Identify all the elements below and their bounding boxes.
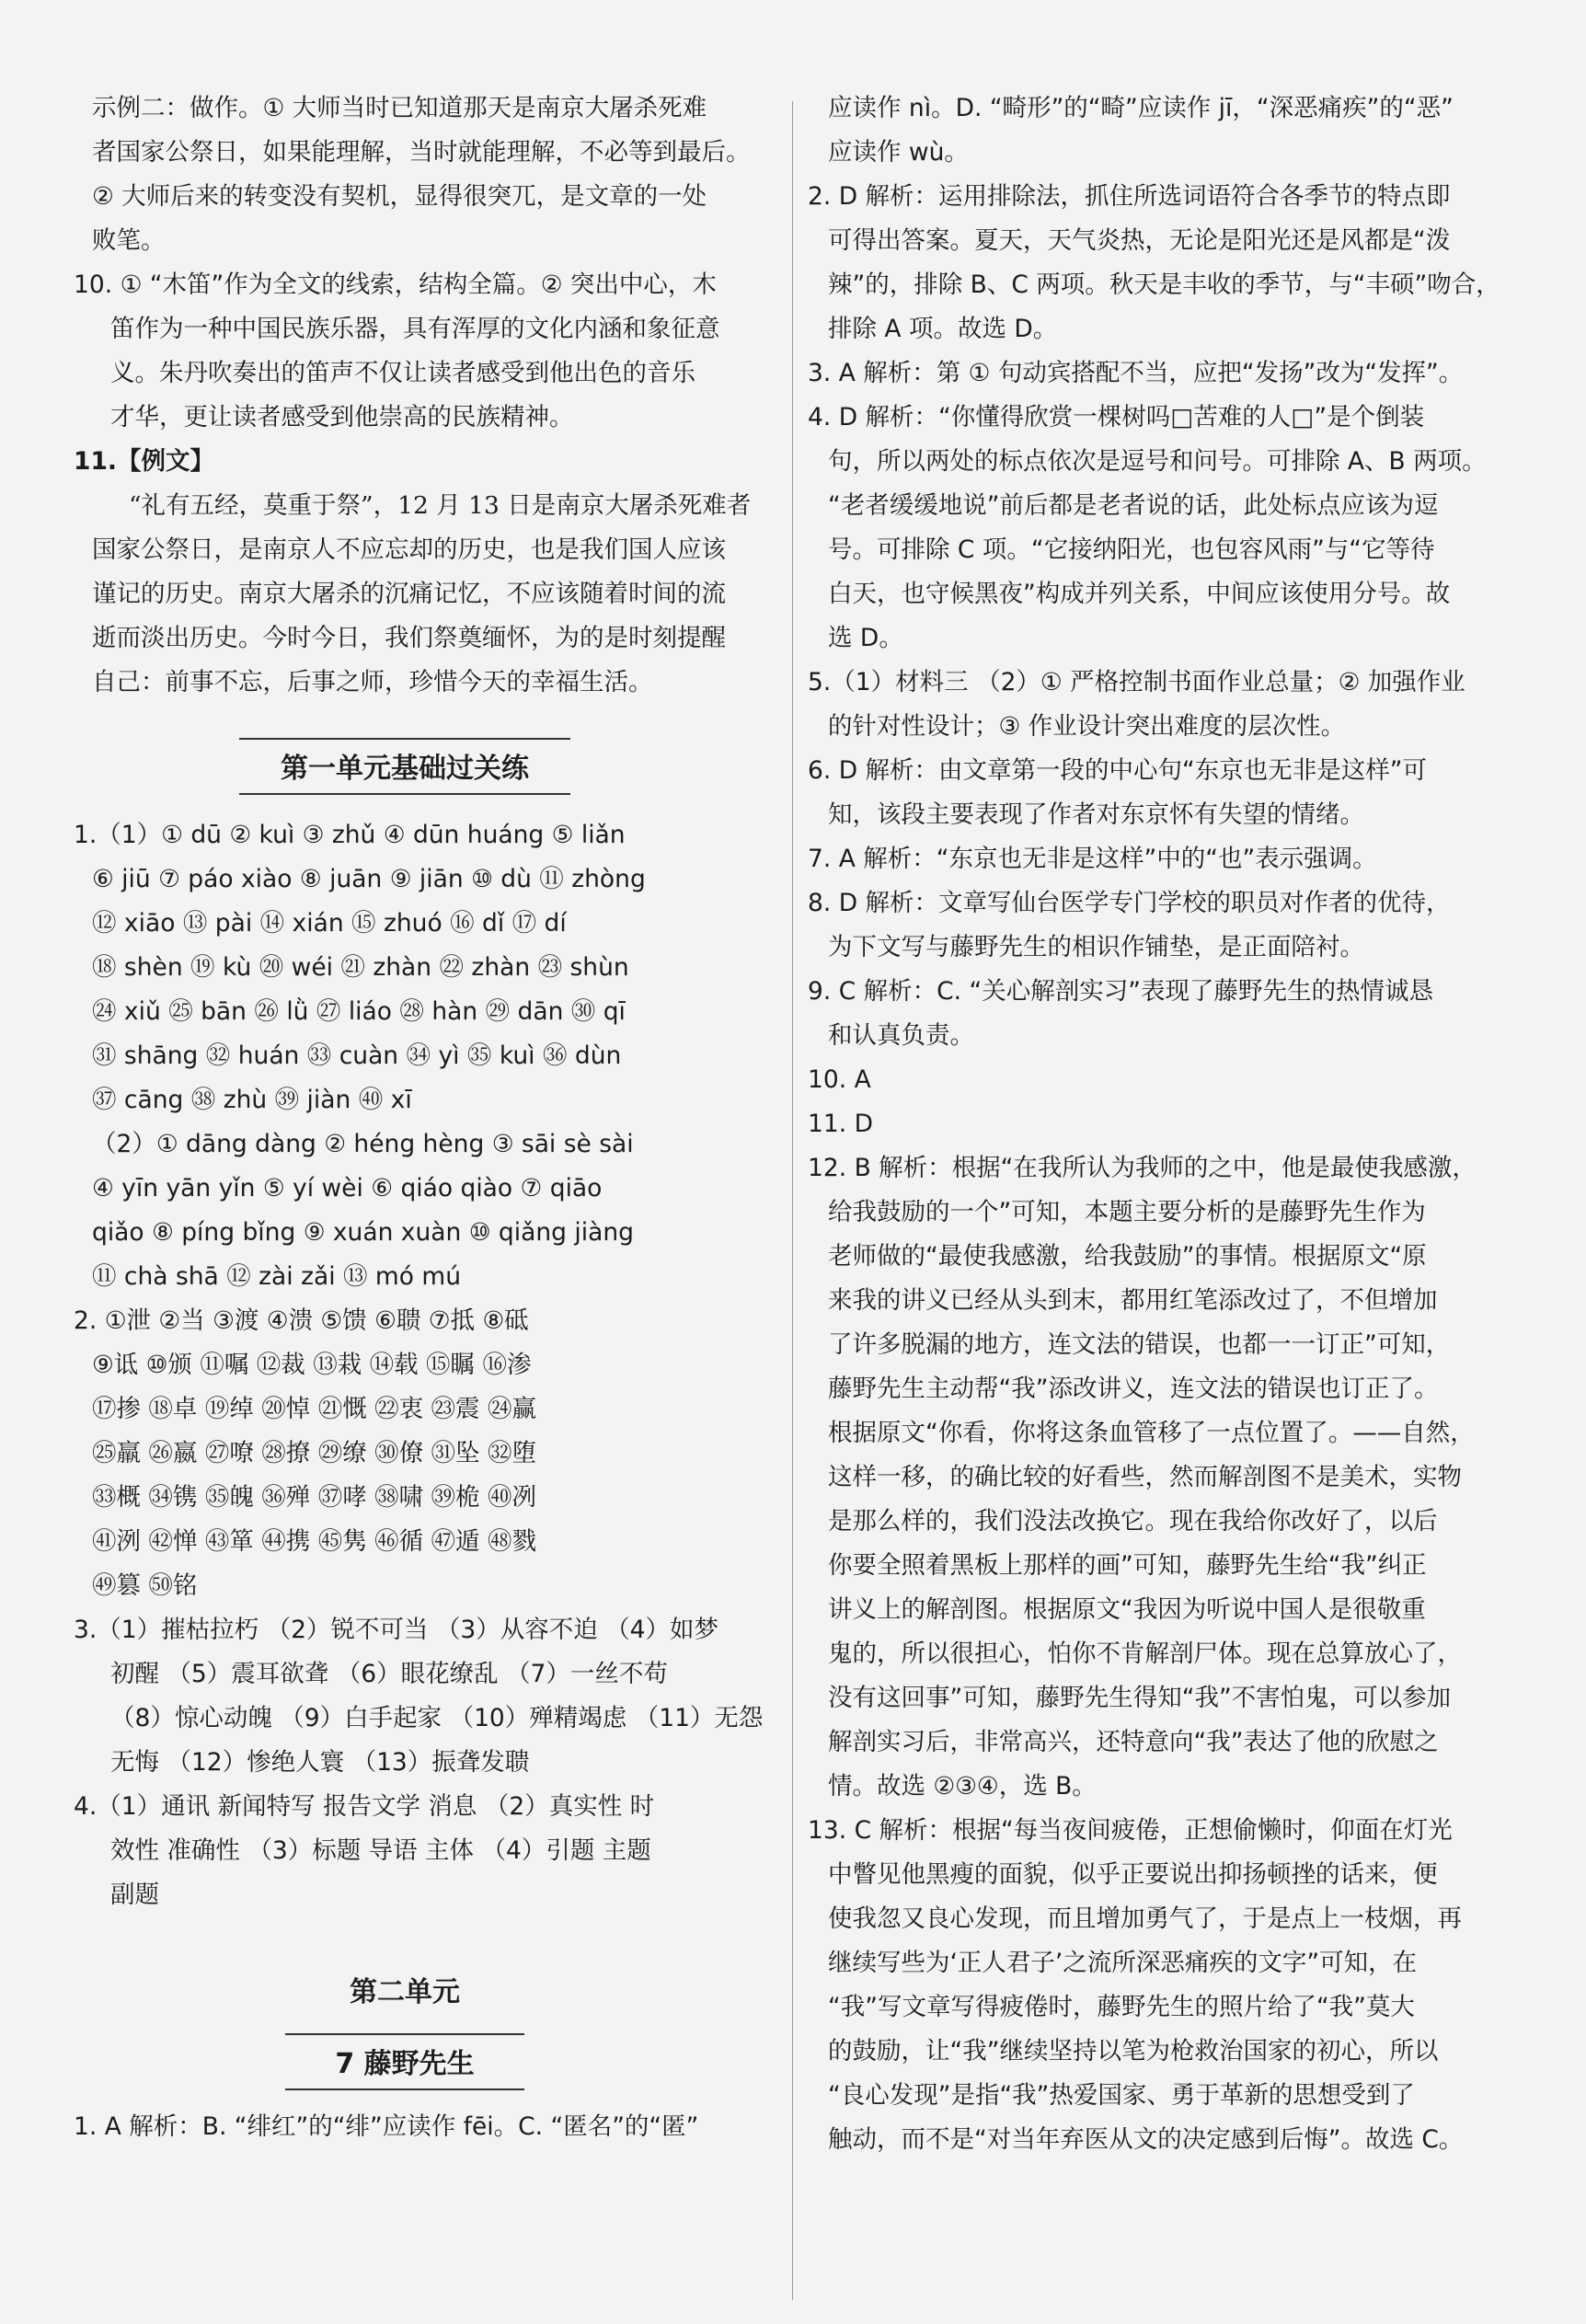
heading-rule (285, 2033, 524, 2035)
q9-line: 者国家公祭日，如果能理解，当时就能理解，不必等到最后。 (92, 138, 751, 167)
answer-line: 应读作 wù。 (828, 138, 969, 167)
q1-line: qiǎo ⑧ píng bǐng ⑨ xuán xuàn ⑩ qiǎng jiàng (92, 1218, 634, 1247)
answer-line: 排除 A 项。故选 D。 (828, 315, 1058, 343)
answer-line: 8. D 解析：文章写仙台医学专门学校的职员对作者的优待， (808, 889, 1451, 917)
answer-line: 根据原文“你看，你将这条血管移了一点位置了。——自然， (828, 1419, 1475, 1447)
answer-line: 情。故选 ②③④，选 B。 (828, 1772, 1097, 1801)
q11-title: 11.【例文】 (74, 447, 214, 476)
q1-line: 1.（1）① dū ② kuì ③ zhǔ ④ dūn huáng ⑤ liǎn (74, 821, 626, 849)
q1-line: ㊲ cāng ㊳ zhù ㊴ jiàn ㊵ xī (92, 1086, 412, 1114)
q3-line: 3.（1）摧枯拉朽 （2）锐不可当 （3）从容不迫 （4）如梦 (74, 1616, 718, 1644)
answer-line: 11. D (808, 1110, 873, 1138)
answer-line: 7. A 解析：“东京也无非是这样”中的“也”表示强调。 (808, 845, 1377, 873)
q10-line: 笛作为一种中国民族乐器，具有浑厚的文化内涵和象征意 (110, 315, 720, 343)
lesson-heading-text: 7 藤野先生 (335, 2048, 475, 2080)
answer-line: 4. D 解析：“你懂得欣赏一棵树吗□苦难的人□”是个倒装 (808, 403, 1425, 431)
answer-line: 3. A 解析：第 ① 句动宾搭配不当，应把“发扬”改为“发挥”。 (808, 359, 1464, 387)
q1-line: ㉛ shāng ㉜ huán ㉝ cuàn ㉞ yì ㉟ kuì ㊱ dùn (92, 1041, 622, 1070)
answer-line: 选 D。 (828, 624, 903, 652)
answer-line: 句，所以两处的标点依次是逗号和问号。可排除 A、B 两项。 (828, 447, 1487, 476)
lesson-heading (285, 2041, 524, 2081)
q9-line: ② 大师后来的转变没有契机，显得很突兀，是文章的一处 (92, 182, 707, 211)
answer-line: 继续写些为‘正人君子’之流所深恶痛疾的文字”可知，在 (828, 1949, 1418, 1977)
answer-line: 10. A (808, 1065, 871, 1094)
q1-line: ㉔ xiǔ ㉕ bān ㉖ lǜ ㉗ liáo ㉘ hàn ㉙ dān ㉚ qī (92, 997, 626, 1026)
answer-line: 老师做的“最使我感激，给我鼓励”的事情。根据原文“原 (828, 1242, 1427, 1271)
unit-heading-text: 第二单元 (350, 1976, 460, 2008)
column-divider (792, 101, 793, 2300)
answer-line: 为下文写与藤野先生的相识作铺垫，是正面陪衬。 (828, 933, 1364, 961)
answer-line: 这样一移，的确比较的好看些，然而解剖图不是美术，实物 (828, 1463, 1462, 1491)
answer-line: 给我鼓励的一个”可知，本题主要分析的是藤野先生作为 (828, 1198, 1426, 1226)
answer-line: 讲义上的解剖图。根据原文“我因为听说中国人是很敬重 (828, 1595, 1426, 1624)
q10-line: 10. ① “木笛”作为全文的线索，结构全篇。② 突出中心，木 (74, 270, 717, 299)
essay-line: 国家公祭日，是南京人不应忘却的历史，也是我们国人应该 (92, 535, 726, 564)
answer-line: 知，该段主要表现了作者对东京怀有失望的情绪。 (828, 800, 1364, 829)
answer-line: 你要全照着黑板上那样的画”可知，藤野先生给“我”纠正 (828, 1551, 1427, 1580)
answer-line: 使我忽又良心发现，而且增加勇气了，于是点上一枝烟，再 (828, 1904, 1462, 1933)
answer-line: 白天，也守候黑夜”构成并列关系，中间应该使用分号。故 (828, 580, 1451, 608)
section-heading-text: 第一单元基础过关练 (281, 753, 529, 785)
answer-line: 辣”的，排除 B、C 两项。秋天是丰收的季节，与“丰硕”吻合， (828, 270, 1500, 299)
q9-line: 败笔。 (92, 226, 166, 255)
answer-line: 13. C 解析：根据“每当夜间疲倦，正想偷懒时，仰面在灯光 (808, 1816, 1453, 1845)
q3-line: （8）惊心动魄 （9）白手起家 （10）殚精竭虑 （11）无怨 (110, 1704, 764, 1732)
answer-line: 12. B 解析：根据“在我所认为我师的之中，他是最使我感激， (808, 1154, 1477, 1182)
answer-line: 了许多脱漏的地方，连文法的错误，也都一一订正”可知， (828, 1330, 1451, 1359)
answer-line: 5.（1）材料三 （2）① 严格控制书面作业总量；② 加强作业 (808, 668, 1465, 696)
essay-line: “礼有五经，莫重于祭”，12 月 13 日是南京大屠杀死难者 (129, 491, 752, 520)
answer-line: 是那么样的，我们没法改换它。现在我给你改好了，以后 (828, 1507, 1438, 1536)
unit-heading (239, 1969, 570, 2009)
q4-line: 效性 准确性 （3）标题 导语 主体 （4）引题 主题 (110, 1836, 651, 1865)
answer-line: 中瞥见他黑瘦的面貌，似乎正要说出抑扬顿挫的话来，便 (828, 1860, 1438, 1889)
answer-line: 可得出答案。夏天，天气炎热，无论是阳光还是风都是“泼 (828, 226, 1451, 255)
answer-line: 号。可排除 C 项。“它接纳阳光，也包容风雨”与“它等待 (828, 535, 1435, 564)
q10-line: 义。朱丹吹奏出的笛声不仅让读者感受到他出色的音乐 (110, 359, 695, 387)
essay-line: 逝而淡出历史。今时今日，我们祭奠缅怀，为的是时刻提醒 (92, 624, 726, 652)
answer-line: 的鼓励，让“我”继续坚持以笔为枪救治国家的初心，所以 (828, 2037, 1439, 2065)
q1-line: ⑫ xiāo ⑬ pài ⑭ xián ⑮ zhuó ⑯ dǐ ⑰ dí (92, 909, 567, 938)
q10-line: 才华，更让读者感受到他崇高的民族精神。 (110, 403, 574, 431)
section-heading (239, 745, 570, 786)
answer-line: “良心发现”是指“我”热爱国家、勇于革新的思想受到了 (828, 2081, 1415, 2110)
heading-rule (285, 2088, 524, 2090)
answer-line: 触动，而不是“对当年弃医从文的决定感到后悔”。故选 C。 (828, 2125, 1464, 2154)
answer-line: 没有这回事”可知，藤野先生得知“我”不害怕鬼，可以参加 (828, 1684, 1452, 1712)
q2-line: ㉕羸 ㉖嬴 ㉗嘹 ㉘撩 ㉙缭 ㉚僚 ㉛坠 ㉜堕 (92, 1439, 536, 1467)
q2-line: ㊾篡 ㊿铭 (92, 1571, 198, 1600)
answer-line: 来我的讲义已经从头到末，都用红笔添改过了，不但增加 (828, 1286, 1438, 1315)
answer-line: 2. D 解析：运用排除法，抓住所选词语符合各季节的特点即 (808, 182, 1451, 211)
q2-line: ㊶洌 ㊷惮 ㊸箪 ㊹携 ㊺隽 ㊻循 ㊼遁 ㊽戮 (92, 1527, 536, 1556)
q1-line: ⑥ jiū ⑦ páo xiào ⑧ juān ⑨ jiān ⑩ dù ⑪ zhòng (92, 865, 646, 893)
q4-line: 副题 (110, 1881, 159, 1909)
q1-answer-line: 1. A 解析：B. “绯红”的“绯”应读作 fēi。C. “匿名”的“匿” (74, 2112, 699, 2141)
q1-line: ④ yīn yān yǐn ⑤ yí wèi ⑥ qiáo qiào ⑦ qiāo (92, 1174, 603, 1202)
essay-line: 谨记的历史。南京大屠杀的沉痛记忆，不应该随着时间的流 (92, 580, 726, 608)
q2-line: ㉝概 ㉞镌 ㉟魄 ㊱殚 ㊲哮 ㊳啸 ㊴桅 ㊵冽 (92, 1483, 536, 1512)
answer-line: 藤野先生主动帮“我”添改讲义，连文法的错误也订正了。 (828, 1375, 1439, 1403)
heading-rule (239, 738, 570, 740)
answer-line: 9. C 解析：C. “关心解剖实习”表现了藤野先生的热情诚恳 (808, 977, 1433, 1006)
answer-line: 鬼的，所以很担心，怕你不肯解剖尸体。现在总算放心了， (828, 1639, 1462, 1668)
heading-rule (239, 793, 570, 795)
answer-line: 应读作 nì。D. “畸形”的“畸”应读作 jī，“深恶痛疾”的“恶” (828, 94, 1454, 122)
q3-line: 初醒 （5）震耳欲聋 （6）眼花缭乱 （7）一丝不苟 (110, 1660, 668, 1688)
q3-line: 无悔 （12）惨绝人寰 （13）振聋发聩 (110, 1748, 530, 1777)
answer-line: 和认真负责。 (828, 1021, 974, 1050)
answer-line: “我”写文章写得疲倦时，藤野先生的照片给了“我”莫大 (828, 1993, 1415, 2021)
q2-line: ⑨诋 ⑩颁 ⑪嘱 ⑫裁 ⑬栽 ⑭载 ⑮瞩 ⑯渗 (92, 1351, 532, 1379)
q1-line: ⑱ shèn ⑲ kù ⑳ wéi ㉑ zhàn ㉒ zhàn ㉓ shùn (92, 953, 629, 982)
q1-line: ⑪ chà shā ⑫ zài zǎi ⑬ mó mú (92, 1262, 461, 1291)
q4-line: 4.（1）通讯 新闻特写 报告文学 消息 （2）真实性 时 (74, 1792, 655, 1821)
q2-line: 2. ①泄 ②当 ③渡 ④溃 ⑤馈 ⑥聩 ⑦抵 ⑧砥 (74, 1306, 529, 1335)
answer-line: “老者缓缓地说”前后都是老者说的话，此处标点应该为逗 (828, 491, 1439, 520)
answer-line: 的针对性设计；③ 作业设计突出难度的层次性。 (828, 712, 1346, 741)
answer-line: 解剖实习后，非常高兴，还特意向“我”表达了他的欣慰之 (828, 1728, 1439, 1756)
q2-line: ⑰掺 ⑱卓 ⑲绰 ⑳悼 ㉑慨 ㉒衷 ㉓震 ㉔赢 (92, 1395, 536, 1423)
q1-line: （2）① dāng dàng ② héng hèng ③ sāi sè sài (92, 1130, 634, 1158)
essay-line: 自己：前事不忘，后事之师，珍惜今天的幸福生活。 (92, 668, 653, 696)
answer-line: 6. D 解析：由文章第一段的中心句“东京也无非是这样”可 (808, 756, 1427, 785)
q9-line: 示例二：做作。① 大师当时已知道那天是南京大屠杀死难 (92, 94, 707, 122)
